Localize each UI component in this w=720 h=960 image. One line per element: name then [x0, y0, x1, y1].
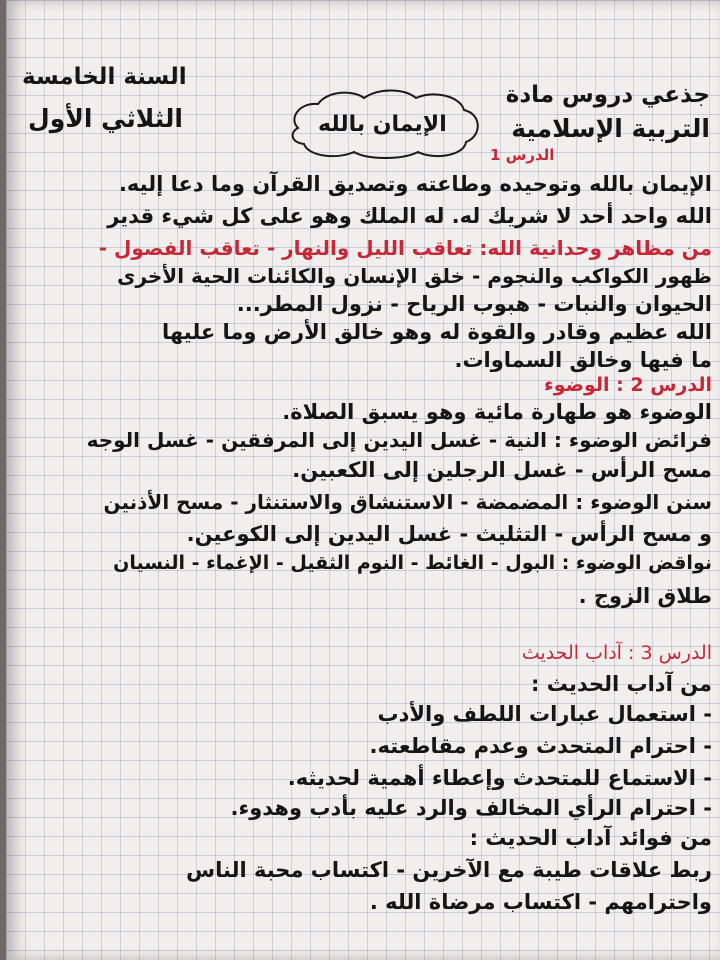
- lesson1-line: الله واحد أحد لا شريك له. له الملك وهو على كل شيء قدير: [107, 204, 712, 228]
- lesson1-line: من مظاهر وحدانية الله: تعاقب الليل والنهار - تعاقب الفصول -: [98, 236, 712, 260]
- subject-line-1: جذعي دروس مادة: [505, 82, 710, 108]
- lesson2-heading: الدرس 2 : الوضوء: [543, 374, 712, 396]
- grade-label: السنة الخامسة: [22, 64, 187, 90]
- lesson3-heading: الدرس 3 : آداب الحديث: [521, 642, 712, 664]
- lesson2-line: سنن الوضوء : المضمضة - الاستنشاق والاستنثار - مسح الأذنين: [103, 490, 712, 514]
- page-title: الإيمان بالله: [318, 112, 447, 137]
- lesson1-line: ظهور الكواكب والنجوم - خلق الإنسان والكائنات الحية الأخرى: [117, 264, 712, 288]
- lesson3-line: واحترامهم - اكتساب مرضاة الله .: [369, 890, 712, 914]
- lesson3-line: - الاستماع للمتحدث وإعطاء أهمية لحديثه.: [287, 766, 712, 790]
- lesson1-line: الإيمان بالله وتوحيده وطاعته وتصديق القرآن وما دعا إليه.: [118, 172, 712, 196]
- lesson3-line: - احترام الرأي المخالف والرد عليه بأدب وهدوء.: [230, 796, 712, 820]
- lesson3-line: ربط علاقات طيبة مع الآخرين - اكتساب محبة الناس: [186, 858, 712, 882]
- lesson3-line: - احترام المتحدث وعدم مقاطعته.: [369, 734, 712, 758]
- lesson1-label: الدرس 1: [490, 146, 555, 164]
- lesson1-line: الله عظيم وقادر والقوة له وهو خالق الأرض وما عليها: [162, 320, 712, 344]
- lesson3-line: من آداب الحديث :: [531, 672, 712, 696]
- lesson1-line: ما فيها وخالق السماوات.: [454, 348, 712, 372]
- lesson2-line: طلاق الزوج .: [578, 584, 712, 608]
- notebook-page: [6, 0, 720, 960]
- lesson2-line: الوضوء هو طهارة مائية وهو يسبق الصلاة.: [282, 400, 712, 424]
- lesson3-line: - استعمال عبارات اللطف والأدب: [377, 702, 712, 726]
- lesson2-line: نواقض الوضوء : البول - الغائط - النوم الثقيل - الإغماء - النسيان: [113, 552, 712, 574]
- term-label: الثلاثي الأول: [28, 104, 183, 133]
- lesson2-line: و مسح الرأس - التثليث - غسل اليدين إلى الكوعين.: [186, 522, 712, 546]
- lesson2-line: مسح الرأس - غسل الرجلين إلى الكعبين.: [292, 458, 712, 482]
- lesson2-line: فرائض الوضوء : النية - غسل اليدين إلى المرفقين - غسل الوجه: [86, 428, 712, 452]
- lesson1-line: الحيوان والنبات - هبوب الرياح - نزول المطر...: [236, 292, 712, 316]
- subject-line-2: التربية الإسلامية: [511, 114, 710, 143]
- lesson3-line: من فوائد آداب الحديث :: [469, 826, 712, 850]
